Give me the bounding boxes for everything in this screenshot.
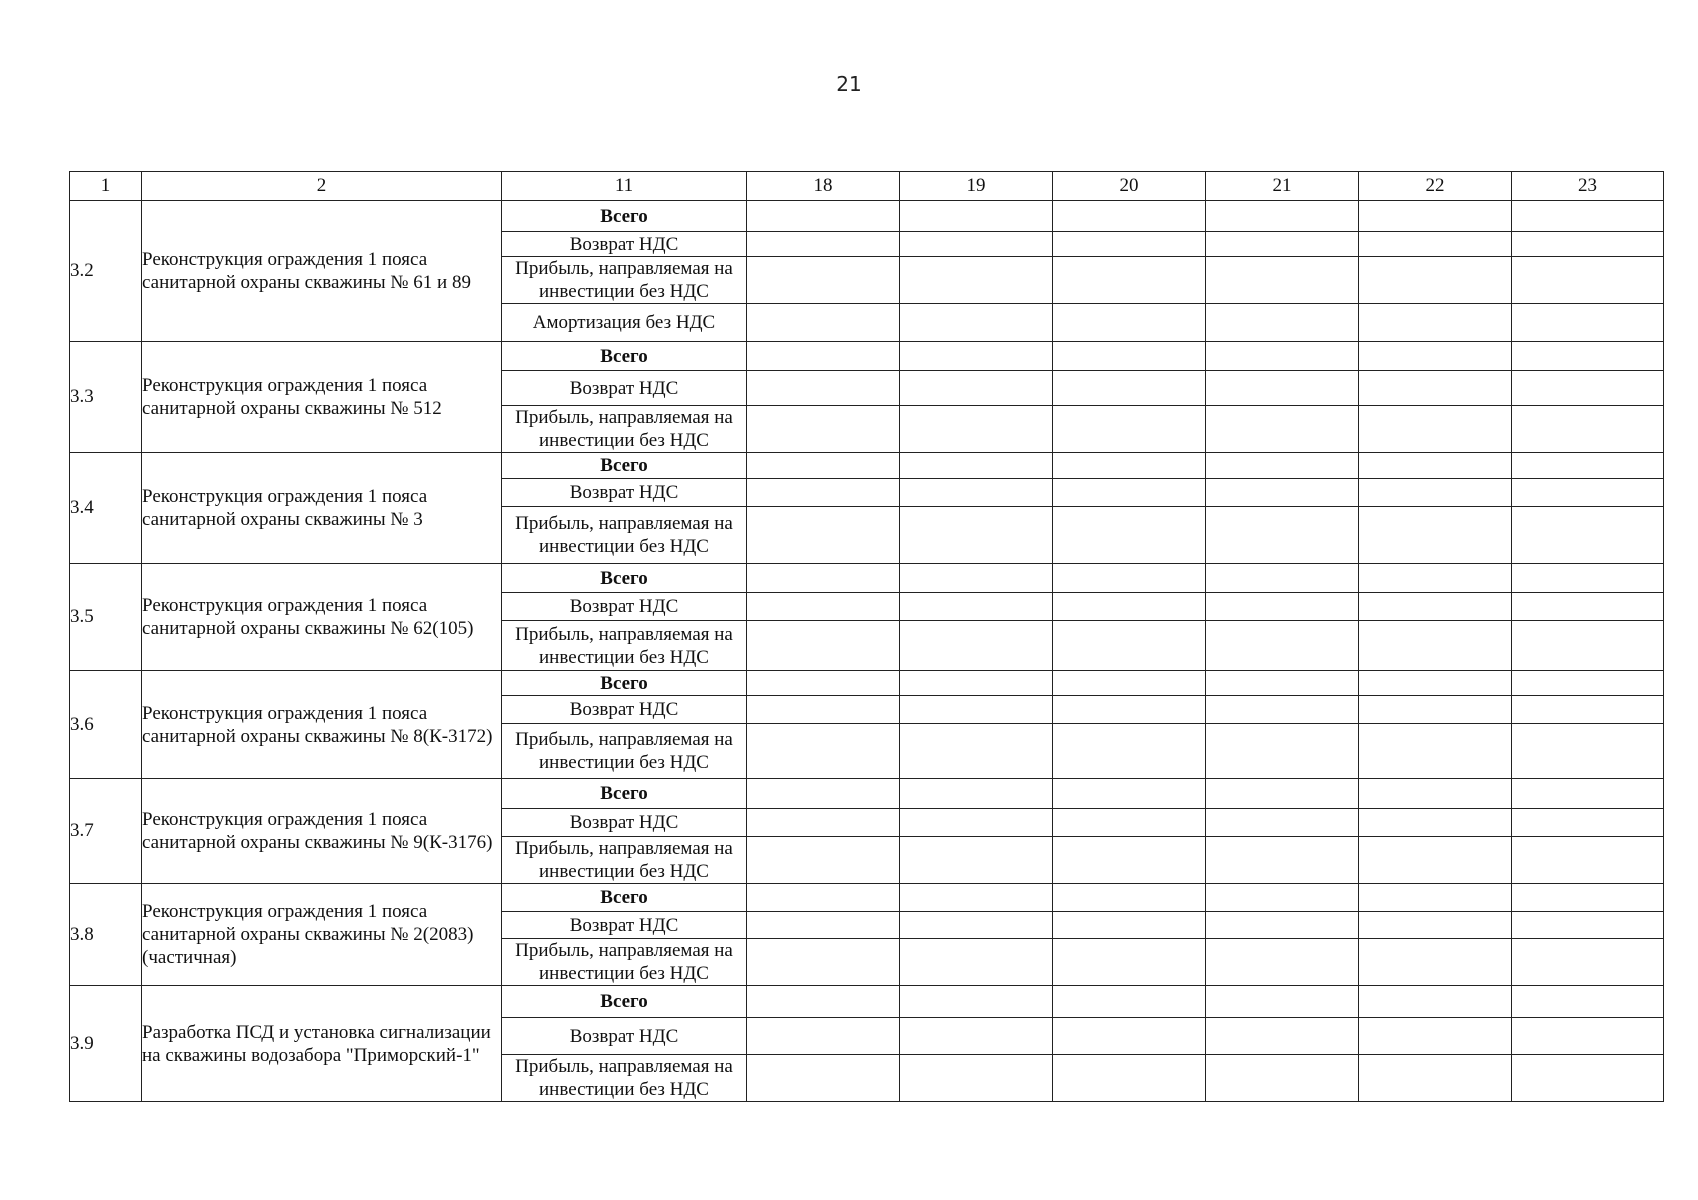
funding-source-label: Всего (502, 564, 747, 593)
funding-source-label: Возврат НДС (502, 479, 747, 507)
value-cell (1359, 779, 1512, 809)
table-row (70, 779, 1664, 809)
value-cell (900, 621, 1053, 671)
value-cell (1206, 257, 1359, 304)
funding-source-label: Прибыль, направляемая на инвестиции без НДС (502, 939, 747, 986)
value-cell (1206, 406, 1359, 453)
item-number: 3.5 (70, 564, 142, 671)
value-cell (1053, 564, 1206, 593)
value-cell (900, 453, 1053, 479)
value-cell (747, 479, 900, 507)
value-cell (1512, 342, 1664, 371)
value-cell (1206, 1018, 1359, 1055)
value-cell (900, 884, 1053, 912)
value-cell (1206, 671, 1359, 696)
value-cell (900, 406, 1053, 453)
value-cell (900, 939, 1053, 986)
column-header: 2 (142, 172, 502, 201)
value-cell (1206, 837, 1359, 884)
table-row (70, 201, 1664, 232)
value-cell (1359, 371, 1512, 406)
value-cell (1512, 479, 1664, 507)
value-cell (1053, 232, 1206, 257)
item-number: 3.6 (70, 671, 142, 779)
value-cell (1053, 621, 1206, 671)
value-cell (900, 593, 1053, 621)
table-row (70, 884, 1664, 912)
value-cell (1206, 453, 1359, 479)
value-cell (1206, 201, 1359, 232)
value-cell (1512, 453, 1664, 479)
value-cell (1512, 724, 1664, 779)
value-cell (1206, 912, 1359, 939)
value-cell (1359, 837, 1512, 884)
item-name: Реконструкция ограждения 1 пояса санитарной охраны скважины № 512 (142, 342, 502, 453)
table-row (70, 671, 1664, 696)
funding-source-label: Всего (502, 342, 747, 371)
funding-source-label: Всего (502, 453, 747, 479)
value-cell (747, 371, 900, 406)
value-cell (747, 884, 900, 912)
value-cell (747, 201, 900, 232)
value-cell (1053, 809, 1206, 837)
value-cell (1512, 912, 1664, 939)
item-number: 3.8 (70, 884, 142, 986)
item-name: Реконструкция ограждения 1 пояса санитарной охраны скважины № 8(К-3172) (142, 671, 502, 779)
item-name: Разработка ПСД и установка сигнализации на скважины водозабора "Приморский-1" (142, 986, 502, 1102)
value-cell (1053, 837, 1206, 884)
funding-source-label: Прибыль, направляемая на инвестиции без НДС (502, 406, 747, 453)
value-cell (1359, 809, 1512, 837)
item-number: 3.9 (70, 986, 142, 1102)
value-cell (1359, 939, 1512, 986)
funding-source-label: Прибыль, направляемая на инвестиции без НДС (502, 1055, 747, 1102)
value-cell (1359, 593, 1512, 621)
item-number: 3.7 (70, 779, 142, 884)
value-cell (747, 986, 900, 1018)
value-cell (1206, 986, 1359, 1018)
value-cell (900, 809, 1053, 837)
value-cell (1206, 593, 1359, 621)
item-name: Реконструкция ограждения 1 пояса санитарной охраны скважины № 62(105) (142, 564, 502, 671)
table-header-row (70, 172, 1664, 201)
value-cell (747, 837, 900, 884)
value-cell (747, 453, 900, 479)
funding-source-label: Всего (502, 779, 747, 809)
value-cell (1512, 371, 1664, 406)
item-number: 3.2 (70, 201, 142, 342)
value-cell (747, 1055, 900, 1102)
funding-source-label: Амортизация без НДС (502, 304, 747, 342)
value-cell (1512, 593, 1664, 621)
column-header: 20 (1053, 172, 1206, 201)
value-cell (1512, 1055, 1664, 1102)
value-cell (1512, 837, 1664, 884)
funding-source-label: Возврат НДС (502, 371, 747, 406)
funding-source-label: Прибыль, направляемая на инвестиции без НДС (502, 621, 747, 671)
value-cell (1512, 809, 1664, 837)
value-cell (747, 593, 900, 621)
value-cell (1359, 621, 1512, 671)
funding-source-label: Возврат НДС (502, 1018, 747, 1055)
value-cell (900, 1055, 1053, 1102)
table-row (70, 342, 1664, 371)
value-cell (1359, 1055, 1512, 1102)
value-cell (1512, 304, 1664, 342)
value-cell (900, 371, 1053, 406)
value-cell (900, 671, 1053, 696)
value-cell (747, 809, 900, 837)
value-cell (1206, 507, 1359, 564)
value-cell (1053, 884, 1206, 912)
value-cell (1512, 257, 1664, 304)
column-header: 21 (1206, 172, 1359, 201)
value-cell (1053, 257, 1206, 304)
item-name: Реконструкция ограждения 1 пояса санитарной охраны скважины № 2(2083) (частичная) (142, 884, 502, 986)
value-cell (1053, 479, 1206, 507)
value-cell (900, 696, 1053, 724)
value-cell (1512, 621, 1664, 671)
value-cell (1053, 453, 1206, 479)
value-cell (747, 304, 900, 342)
value-cell (1206, 884, 1359, 912)
value-cell (1206, 304, 1359, 342)
investment-table (69, 171, 1664, 1102)
value-cell (1359, 406, 1512, 453)
funding-source-label: Возврат НДС (502, 232, 747, 257)
value-cell (1359, 232, 1512, 257)
value-cell (1053, 507, 1206, 564)
value-cell (1206, 779, 1359, 809)
value-cell (1053, 201, 1206, 232)
value-cell (747, 939, 900, 986)
value-cell (1206, 232, 1359, 257)
value-cell (1359, 479, 1512, 507)
value-cell (900, 779, 1053, 809)
value-cell (1206, 809, 1359, 837)
item-name: Реконструкция ограждения 1 пояса санитарной охраны скважины № 61 и 89 (142, 201, 502, 342)
value-cell (900, 564, 1053, 593)
item-name: Реконструкция ограждения 1 пояса санитарной охраны скважины № 9(К-3176) (142, 779, 502, 884)
value-cell (747, 507, 900, 564)
value-cell (1512, 884, 1664, 912)
item-number: 3.3 (70, 342, 142, 453)
funding-source-label: Прибыль, направляемая на инвестиции без НДС (502, 507, 747, 564)
value-cell (900, 232, 1053, 257)
value-cell (747, 724, 900, 779)
value-cell (1053, 912, 1206, 939)
table-row (70, 986, 1664, 1018)
value-cell (900, 201, 1053, 232)
value-cell (1053, 779, 1206, 809)
value-cell (1512, 232, 1664, 257)
value-cell (1359, 507, 1512, 564)
value-cell (900, 912, 1053, 939)
value-cell (1512, 986, 1664, 1018)
value-cell (1206, 724, 1359, 779)
column-header: 11 (502, 172, 747, 201)
value-cell (1206, 342, 1359, 371)
value-cell (1206, 371, 1359, 406)
column-header: 19 (900, 172, 1053, 201)
value-cell (747, 232, 900, 257)
value-cell (747, 621, 900, 671)
column-header: 18 (747, 172, 900, 201)
funding-source-label: Прибыль, направляемая на инвестиции без НДС (502, 724, 747, 779)
value-cell (1053, 1055, 1206, 1102)
value-cell (1053, 1018, 1206, 1055)
value-cell (747, 257, 900, 304)
value-cell (747, 671, 900, 696)
value-cell (1206, 1055, 1359, 1102)
value-cell (1512, 201, 1664, 232)
value-cell (1053, 304, 1206, 342)
value-cell (1359, 724, 1512, 779)
value-cell (1206, 564, 1359, 593)
value-cell (747, 342, 900, 371)
funding-source-label: Всего (502, 986, 747, 1018)
column-header: 1 (70, 172, 142, 201)
value-cell (900, 342, 1053, 371)
value-cell (1512, 696, 1664, 724)
value-cell (900, 724, 1053, 779)
table-row (70, 453, 1664, 479)
value-cell (1512, 564, 1664, 593)
table-row (70, 564, 1664, 593)
value-cell (1206, 479, 1359, 507)
value-cell (747, 779, 900, 809)
value-cell (1359, 453, 1512, 479)
value-cell (1206, 696, 1359, 724)
value-cell (1512, 406, 1664, 453)
value-cell (900, 837, 1053, 884)
value-cell (900, 304, 1053, 342)
value-cell (1512, 507, 1664, 564)
funding-source-label: Возврат НДС (502, 912, 747, 939)
value-cell (1053, 724, 1206, 779)
funding-source-label: Прибыль, направляемая на инвестиции без НДС (502, 257, 747, 304)
value-cell (1053, 939, 1206, 986)
value-cell (900, 986, 1053, 1018)
item-name: Реконструкция ограждения 1 пояса санитарной охраны скважины № 3 (142, 453, 502, 564)
value-cell (1512, 939, 1664, 986)
value-cell (900, 257, 1053, 304)
value-cell (1512, 1018, 1664, 1055)
value-cell (1359, 342, 1512, 371)
value-cell (1359, 257, 1512, 304)
column-header: 22 (1359, 172, 1512, 201)
value-cell (1206, 621, 1359, 671)
value-cell (1053, 986, 1206, 1018)
value-cell (1053, 671, 1206, 696)
value-cell (1053, 371, 1206, 406)
column-header: 23 (1512, 172, 1664, 201)
value-cell (1206, 939, 1359, 986)
funding-source-label: Возврат НДС (502, 809, 747, 837)
value-cell (1053, 593, 1206, 621)
funding-source-label: Всего (502, 884, 747, 912)
page-number: 21 (836, 72, 862, 96)
funding-source-label: Возврат НДС (502, 696, 747, 724)
value-cell (1053, 406, 1206, 453)
value-cell (747, 696, 900, 724)
value-cell (1359, 201, 1512, 232)
value-cell (747, 406, 900, 453)
value-cell (900, 479, 1053, 507)
funding-source-label: Возврат НДС (502, 593, 747, 621)
value-cell (1359, 884, 1512, 912)
value-cell (1359, 304, 1512, 342)
funding-source-label: Прибыль, направляемая на инвестиции без НДС (502, 837, 747, 884)
value-cell (1359, 986, 1512, 1018)
item-number: 3.4 (70, 453, 142, 564)
value-cell (1512, 779, 1664, 809)
value-cell (1053, 342, 1206, 371)
value-cell (900, 507, 1053, 564)
value-cell (900, 1018, 1053, 1055)
value-cell (1053, 696, 1206, 724)
value-cell (1359, 671, 1512, 696)
value-cell (747, 564, 900, 593)
value-cell (1359, 564, 1512, 593)
funding-source-label: Всего (502, 671, 747, 696)
value-cell (1359, 1018, 1512, 1055)
value-cell (747, 1018, 900, 1055)
value-cell (1359, 912, 1512, 939)
value-cell (747, 912, 900, 939)
funding-source-label: Всего (502, 201, 747, 232)
value-cell (1512, 671, 1664, 696)
value-cell (1359, 696, 1512, 724)
